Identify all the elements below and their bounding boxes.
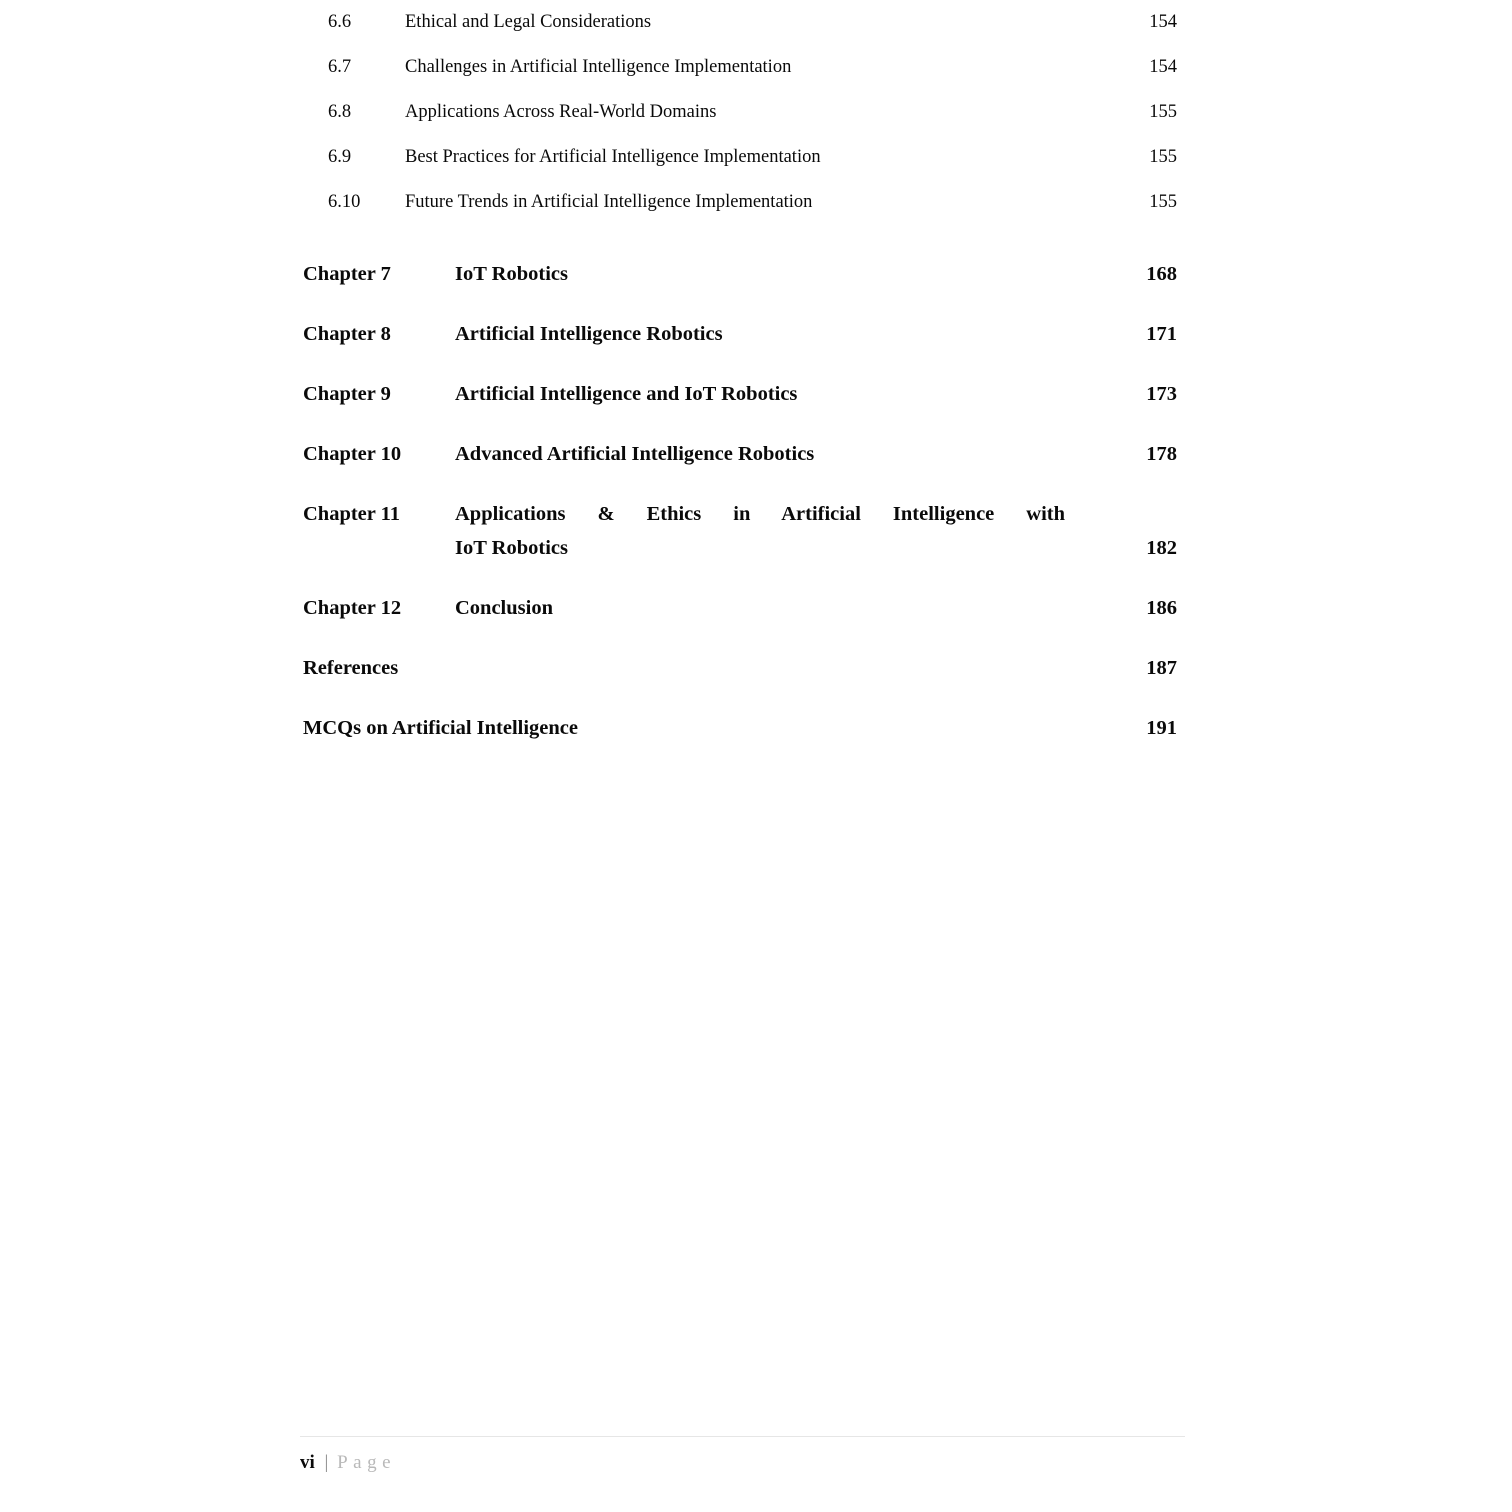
toc-entry-chapter[interactable] [300, 437, 1185, 471]
footer-folio [300, 1450, 1185, 1476]
section-page-number: 154 [1149, 57, 1177, 77]
section-title: Ethical and Legal Considerations [405, 12, 652, 32]
section-number: 6.9 [328, 147, 352, 167]
toc-entry-chapter[interactable] [300, 317, 1185, 351]
toc-entry-section[interactable] [300, 135, 1185, 180]
section-page-number: 154 [1149, 12, 1177, 32]
chapter-label: Chapter 10 [303, 443, 402, 465]
section-number: 6.6 [328, 12, 352, 32]
section-page-number: 155 [1149, 102, 1177, 122]
section-title: Future Trends in Artificial Intelligence Implementation [405, 192, 813, 212]
back-matter-page-number: 187 [1146, 657, 1177, 679]
table-of-contents [300, 0, 1185, 745]
back-matter-page-number: 191 [1146, 717, 1177, 739]
folio-page-word: Page [337, 1452, 397, 1473]
chapter-title-line-2: IoT Robotics [455, 537, 568, 559]
footer-divider [300, 1436, 1185, 1437]
section-number: 6.7 [328, 57, 352, 77]
chapter-label: Chapter 9 [303, 383, 391, 405]
section-number: 6.10 [328, 192, 361, 212]
chapter-page-number: 173 [1146, 383, 1177, 405]
chapter-page-number: 171 [1146, 323, 1177, 345]
chapter-title [455, 497, 1065, 565]
chapter-page-number: 168 [1146, 263, 1177, 285]
toc-entry-back-matter[interactable] [300, 711, 1185, 745]
chapter-page-number: 178 [1146, 443, 1177, 465]
chapter-label: Chapter 12 [303, 597, 402, 619]
toc-entry-section[interactable] [300, 90, 1185, 135]
chapter-title: Artificial Intelligence and IoT Robotics [455, 383, 798, 405]
page-footer [300, 1436, 1185, 1476]
section-number: 6.8 [328, 102, 352, 122]
section-page-number: 155 [1149, 147, 1177, 167]
chapter-title: IoT Robotics [455, 263, 568, 285]
toc-entry-chapter[interactable] [300, 257, 1185, 291]
section-title: Challenges in Artificial Intelligence Implementation [405, 57, 792, 77]
toc-entry-section[interactable] [300, 180, 1185, 225]
chapter-page-number: 182 [1146, 537, 1177, 559]
section-title: Best Practices for Artificial Intelligence Implementation [405, 147, 821, 167]
back-matter-title: References [303, 657, 399, 679]
folio-number: vi [300, 1452, 315, 1473]
folio-separator: | [324, 1452, 329, 1473]
chapter-label: Chapter 7 [303, 263, 391, 285]
chapter-page-number: 186 [1146, 597, 1177, 619]
toc-entry-section[interactable] [300, 0, 1185, 45]
toc-entry-chapter[interactable] [300, 497, 1185, 565]
toc-entry-chapter[interactable] [300, 591, 1185, 625]
section-page-number: 155 [1149, 192, 1177, 212]
toc-entry-back-matter[interactable] [300, 651, 1185, 685]
chapter-title-line-1: Applications & Ethics in Artificial Intelligence with [455, 503, 1065, 525]
section-title: Applications Across Real-World Domains [405, 102, 717, 122]
toc-entry-section[interactable] [300, 45, 1185, 90]
toc-entry-chapter[interactable] [300, 377, 1185, 411]
chapter-title: Advanced Artificial Intelligence Robotics [455, 443, 815, 465]
back-matter-title: MCQs on Artificial Intelligence [303, 717, 578, 739]
chapter-title: Conclusion [455, 597, 553, 619]
chapter-label: Chapter 8 [303, 323, 391, 345]
chapter-label: Chapter 11 [303, 503, 401, 525]
chapter-title: Artificial Intelligence Robotics [455, 323, 723, 345]
